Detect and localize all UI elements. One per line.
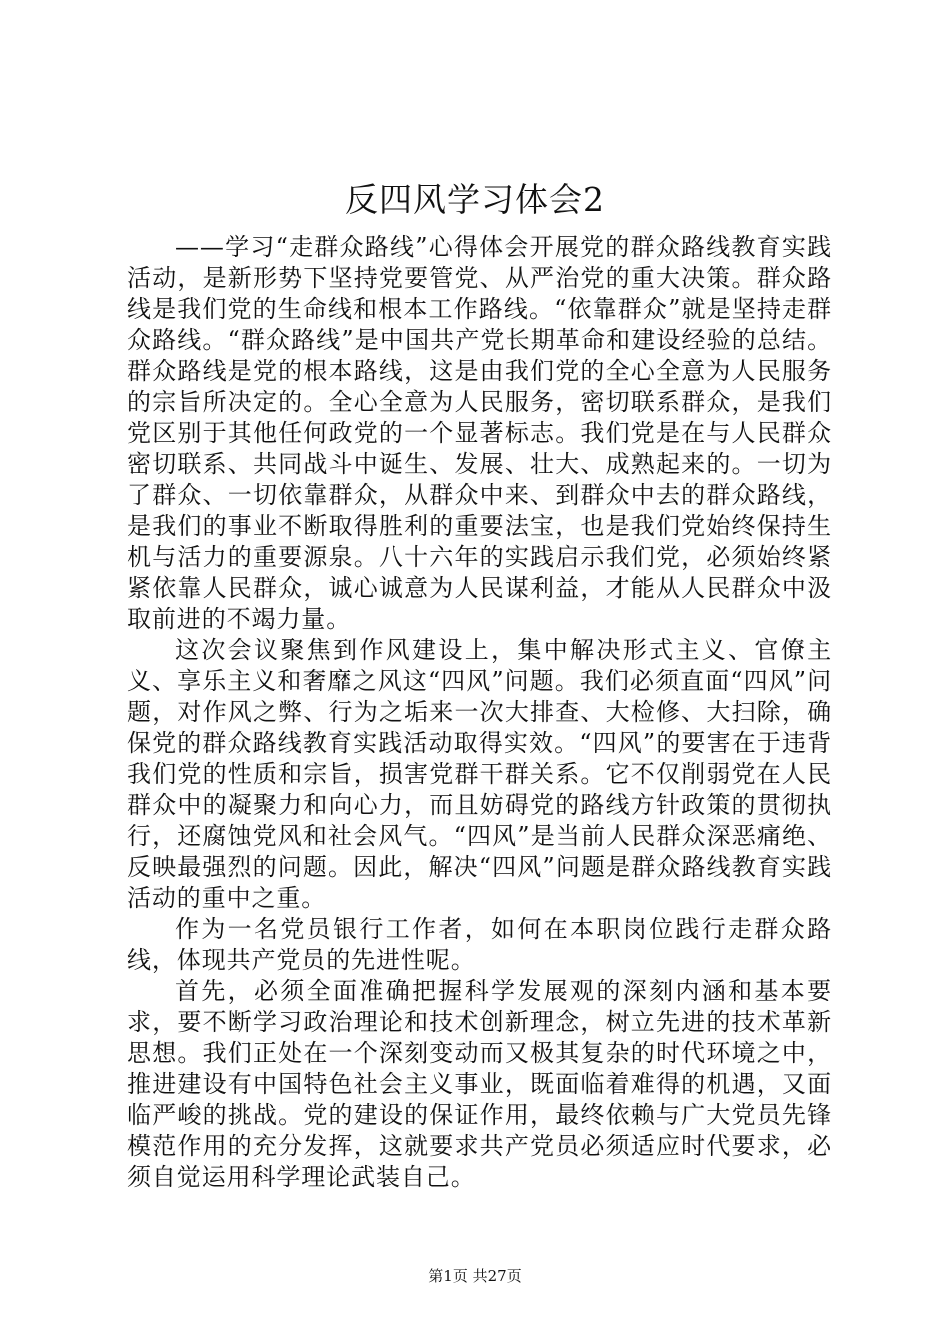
document-body bbox=[127, 232, 832, 1193]
paragraph-2: 这次会议聚焦到作风建设上，集中解决形式主义、官僚主义、享乐主义和奢靡之风这“四风”问题。我们必须直面“四风”问题，对作风之弊、行为之垢来一次大排查、大检修、大扫除，确保党的群众路线教育实践活动取得实效。“四风”的要害在于违背我们党的性质和宗旨，损害党群干群关系。它不仅削弱党在人民群众中的凝聚力和向心力，而且妨碍党的路线方针政策的贯彻执行，还腐蚀党风和社会风气。“四风”是当前人民群众深恶痛绝、反映最强烈的问题。因此，解决“四风”问题是群众路线教育实践活动的重中之重。 bbox=[127, 636, 832, 912]
page-footer: 第1页 共27页 bbox=[428, 1267, 522, 1285]
paragraph-4: 首先，必须全面准确把握科学发展观的深刻内涵和基本要求，要不断学习政治理论和技术创新理念，树立先进的技术革新思想。我们正处在一个深刻变动而又极其复杂的时代环境之中，推进建设有中国特色社会主义事业，既面临着难得的机遇，又面临严峻的挑战。党的建设的保证作用，最终依赖与广大党员先锋模范作用的充分发挥，这就要求共产党员必须适应时代要求，必须自觉运用科学理论武装自己。 bbox=[127, 977, 832, 1191]
paragraph-1: ——学习“走群众路线”心得体会开展党的群众路线教育实践活动，是新形势下坚持党要管党、从严治党的重大决策。群众路线是我们党的生命线和根本工作路线。“依靠群众”就是坚持走群众路线。“群众路线”是中国共产党长期革命和建设经验的总结。群众路线是党的根本路线，这是由我们党的全心全意为人民服务的宗旨所决定的。全心全意为人民服务，密切联系群众，是我们党区别于其他任何政党的一个显著标志。我们党是在与人民群众密切联系、共同战斗中诞生、发展、壮大、成熟起来的。一切为了群众、一切依靠群众，从群众中来、到群众中去的群众路线，是我们的事业不断取得胜利的重要法宝，也是我们党始终保持生机与活力的重要源泉。八十六年的实践启示我们党，必须始终紧紧依靠人民群众，诚心诚意为人民谋利益，才能从人民群众中汲取前进的不竭力量。 bbox=[127, 233, 832, 633]
paragraph-3: 作为一名党员银行工作者，如何在本职岗位践行走群众路线，体现共产党员的先进性呢。 bbox=[127, 915, 832, 974]
document-title: 反四风学习体会2 bbox=[345, 180, 605, 219]
